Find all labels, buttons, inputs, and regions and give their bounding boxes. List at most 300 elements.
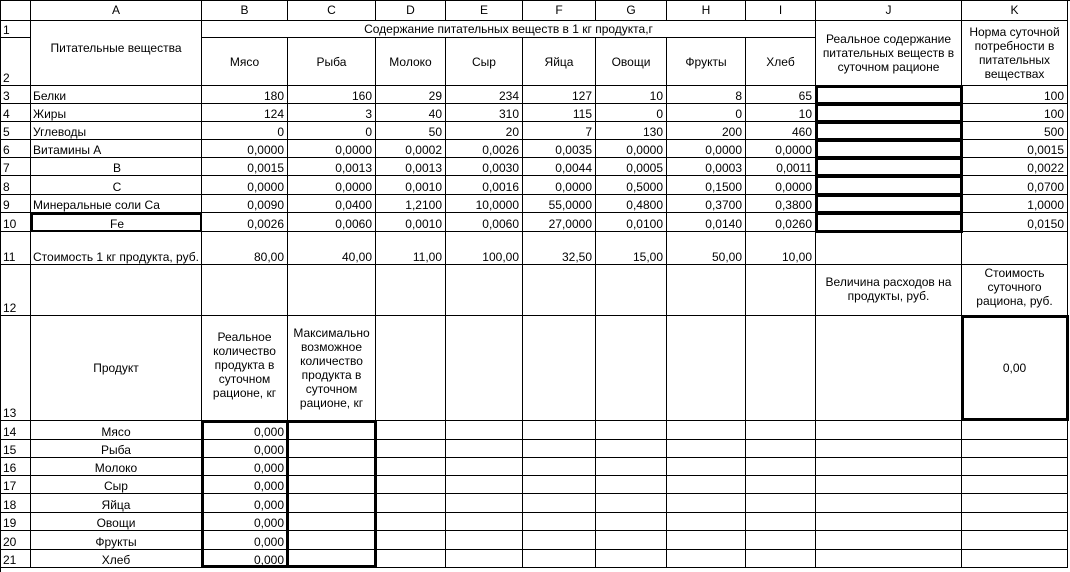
cell-row12-col7[interactable] [596, 265, 667, 316]
product-header-2[interactable] [376, 38, 446, 86]
nutrient-name-2[interactable] [31, 122, 202, 140]
product-name-3[interactable] [31, 476, 202, 494]
nutrient-value-2-3-text: 20 [505, 125, 519, 139]
row-header-12-text: 12 [3, 301, 17, 315]
real-content-header-text: Реальное содержание питательных веществ в суточном рационе [822, 32, 955, 74]
cell-row12-col6[interactable] [523, 265, 596, 316]
real-content-cell-0[interactable] [816, 86, 962, 104]
cell-row21-col3[interactable] [288, 550, 376, 568]
nutrient-value-4-5-text: 0,0005 [626, 161, 663, 175]
cell-row13-col9[interactable] [746, 316, 816, 421]
product-qty-6[interactable] [202, 531, 288, 550]
cell-row17-col7[interactable] [596, 476, 667, 494]
cell-row18-col9[interactable] [746, 494, 816, 513]
cell-row12-col9[interactable] [746, 265, 816, 316]
cell-row12-col4[interactable] [376, 265, 446, 316]
nutrient-value-7-4[interactable] [523, 213, 596, 232]
norm-value-0-text: 100 [1043, 89, 1064, 103]
row-header-14[interactable] [0, 421, 31, 440]
nutrient-value-0-0[interactable] [202, 86, 288, 104]
cost-value-1[interactable] [288, 232, 376, 265]
nutrient-value-3-5[interactable] [596, 140, 667, 158]
column-header-H-text: H [701, 3, 711, 17]
column-header-corner[interactable] [0, 0, 31, 21]
row-header-14-text: 14 [3, 425, 17, 439]
nutrient-name-1[interactable] [31, 104, 202, 122]
cell-row20-col3[interactable] [288, 531, 376, 550]
nutrient-value-3-2-text: 0,0002 [405, 143, 442, 157]
nutrient-value-1-7[interactable] [746, 104, 816, 122]
cell-row15-col5[interactable] [446, 440, 523, 458]
product-header-7[interactable] [746, 38, 816, 86]
cell-row14-col7[interactable] [596, 421, 667, 440]
cell-row19-col3[interactable] [288, 513, 376, 531]
row-header-2-text: 2 [3, 71, 10, 85]
nutrient-value-3-0[interactable] [202, 140, 288, 158]
nutrient-value-6-6[interactable] [667, 195, 746, 213]
row-header-19[interactable] [0, 513, 31, 531]
cell-row17-col5[interactable] [446, 476, 523, 494]
cell-row17-col10[interactable] [816, 476, 962, 494]
cell-row19-col10[interactable] [816, 513, 962, 531]
nutrient-name-0[interactable] [31, 86, 202, 104]
cell-row20-col8[interactable] [667, 531, 746, 550]
nutrient-value-5-3-text: 0,0016 [482, 180, 519, 194]
norm-header[interactable] [962, 21, 1068, 86]
nutrient-value-2-5[interactable] [596, 122, 667, 140]
product-qty-0[interactable] [202, 421, 288, 440]
nutrient-value-5-2[interactable] [376, 176, 446, 195]
nutrient-value-4-6[interactable] [667, 158, 746, 176]
cell-row21-col5[interactable] [446, 550, 523, 568]
cell-row17-col9[interactable] [746, 476, 816, 494]
norm-value-0[interactable] [962, 86, 1068, 104]
norm-value-2[interactable] [962, 122, 1068, 140]
nutrient-value-6-4[interactable] [523, 195, 596, 213]
cell-row16-col3[interactable] [288, 458, 376, 476]
daily-cost-value[interactable] [962, 316, 1068, 421]
nutrient-value-4-7[interactable] [746, 158, 816, 176]
product-name-0[interactable] [31, 421, 202, 440]
column-header-I[interactable] [746, 0, 816, 21]
real-content-cell-3[interactable] [816, 140, 962, 158]
nutrient-value-3-4[interactable] [523, 140, 596, 158]
cell-row17-col3[interactable] [288, 476, 376, 494]
cell-row16-col4[interactable] [376, 458, 446, 476]
cell-row14-col6[interactable] [523, 421, 596, 440]
row-header-7[interactable] [0, 158, 31, 176]
row-header-4[interactable] [0, 104, 31, 122]
row-header-21-text: 21 [3, 553, 17, 567]
nutrient-value-6-3[interactable] [446, 195, 523, 213]
product-header-6-text: Фрукты [685, 54, 727, 69]
row-header-17-text: 17 [3, 479, 17, 493]
max-qty-header[interactable] [288, 316, 376, 421]
nutrient-value-5-7-text: 0,0000 [775, 180, 812, 194]
cell-row18-col7[interactable] [596, 494, 667, 513]
row-header-13[interactable] [0, 316, 31, 421]
cell-row16-col7[interactable] [596, 458, 667, 476]
cell-row15-col7[interactable] [596, 440, 667, 458]
cost-value-4[interactable] [523, 232, 596, 265]
nutrient-value-2-7[interactable] [746, 122, 816, 140]
nutrient-value-4-1[interactable] [288, 158, 376, 176]
nutrient-value-5-6[interactable] [667, 176, 746, 195]
cell-row18-col11[interactable] [962, 494, 1068, 513]
row-header-12[interactable] [0, 265, 31, 316]
cell-row16-col9[interactable] [746, 458, 816, 476]
row-header-10-text: 10 [3, 217, 17, 231]
cell-row21-col9[interactable] [746, 550, 816, 568]
column-header-F-text: F [555, 3, 563, 17]
nutrient-name-4[interactable] [31, 158, 202, 176]
cell-row19-col6[interactable] [523, 513, 596, 531]
nutrient-name-7[interactable] [31, 213, 202, 232]
cell-row17-col4[interactable] [376, 476, 446, 494]
product-header-6[interactable] [667, 38, 746, 86]
column-header-G[interactable] [596, 0, 667, 21]
cost-label[interactable] [31, 232, 202, 265]
nutrient-value-7-5[interactable] [596, 213, 667, 232]
nutrient-value-3-2[interactable] [376, 140, 446, 158]
column-header-E[interactable] [446, 0, 523, 21]
norm-value-1[interactable] [962, 104, 1068, 122]
real-qty-header[interactable] [202, 316, 288, 421]
real-content-cell-6[interactable] [816, 195, 962, 213]
nutrient-value-3-3[interactable] [446, 140, 523, 158]
cell-row18-col6[interactable] [523, 494, 596, 513]
cell-row16-col10[interactable] [816, 458, 962, 476]
product-name-6-text: Фрукты [95, 535, 137, 549]
nutrient-value-0-3[interactable] [446, 86, 523, 104]
nutrient-value-1-1[interactable] [288, 104, 376, 122]
real-content-cell-4[interactable] [816, 158, 962, 176]
expenses-label[interactable] [816, 265, 962, 316]
column-header-A[interactable] [31, 0, 202, 21]
cell-row18-col8[interactable] [667, 494, 746, 513]
cost-value-0[interactable] [202, 232, 288, 265]
row-header-20-text: 20 [3, 535, 17, 549]
cell-row14-col4[interactable] [376, 421, 446, 440]
nutrient-value-3-1[interactable] [288, 140, 376, 158]
nutrient-value-2-1[interactable] [288, 122, 376, 140]
product-name-7[interactable] [31, 550, 202, 568]
nutrient-value-0-7-text: 65 [798, 89, 812, 103]
nutrient-value-0-2-text: 29 [428, 89, 442, 103]
real-content-header[interactable] [816, 21, 962, 86]
product-name-4[interactable] [31, 494, 202, 513]
row-header-2[interactable] [0, 38, 31, 86]
norm-value-6[interactable] [962, 195, 1068, 213]
cell-row13-col7[interactable] [596, 316, 667, 421]
cell-row17-col11[interactable] [962, 476, 1068, 494]
nutrient-value-2-0[interactable] [202, 122, 288, 140]
nutrient-value-3-6[interactable] [667, 140, 746, 158]
cell-row17-col8[interactable] [667, 476, 746, 494]
nutrient-value-2-6[interactable] [667, 122, 746, 140]
nutrient-name-6-text: Минеральные соли Са [33, 198, 160, 212]
cell-row13-col10[interactable] [816, 316, 962, 421]
cell-row13-col5[interactable] [446, 316, 523, 421]
row-header-5-text: 5 [3, 125, 10, 139]
product-qty-3[interactable] [202, 476, 288, 494]
nutrient-value-2-6-text: 200 [721, 125, 742, 139]
nutrient-value-4-0[interactable] [202, 158, 288, 176]
cost-value-3[interactable] [446, 232, 523, 265]
cost-value-5[interactable] [596, 232, 667, 265]
cost-value-5-text: 15,00 [632, 250, 663, 264]
cell-row13-col6[interactable] [523, 316, 596, 421]
column-header-B[interactable] [202, 0, 288, 21]
norm-value-3[interactable] [962, 140, 1068, 158]
product-header-7-text: Хлеб [766, 54, 795, 69]
row-header-3[interactable] [0, 86, 31, 104]
cell-row19-col8[interactable] [667, 513, 746, 531]
nutrient-value-1-4[interactable] [523, 104, 596, 122]
nutrient-value-5-3[interactable] [446, 176, 523, 195]
cell-row18-col10[interactable] [816, 494, 962, 513]
column-header-C[interactable] [288, 0, 376, 21]
product-name-5[interactable] [31, 513, 202, 531]
nutrients-title[interactable] [31, 21, 202, 86]
cell-row16-col5[interactable] [446, 458, 523, 476]
nutrient-value-1-3[interactable] [446, 104, 523, 122]
column-header-K[interactable] [962, 0, 1068, 21]
row-header-17[interactable] [0, 476, 31, 494]
nutrient-value-1-2[interactable] [376, 104, 446, 122]
row-header-8[interactable] [0, 176, 31, 195]
nutrient-value-4-4[interactable] [523, 158, 596, 176]
cost-value-7[interactable] [746, 232, 816, 265]
cell-row15-col4[interactable] [376, 440, 446, 458]
product-header-3[interactable] [446, 38, 523, 86]
product-name-1[interactable] [31, 440, 202, 458]
nutrient-value-5-5[interactable] [596, 176, 667, 195]
cell-row14-col5[interactable] [446, 421, 523, 440]
cell-row13-col4[interactable] [376, 316, 446, 421]
product-qty-2[interactable] [202, 458, 288, 476]
row-header-9[interactable] [0, 195, 31, 213]
nutrient-value-1-6[interactable] [667, 104, 746, 122]
cell-row21-col4[interactable] [376, 550, 446, 568]
nutrient-value-1-0[interactable] [202, 104, 288, 122]
row-header-11-text: 11 [3, 250, 16, 264]
nutrient-name-5-text: С [112, 180, 122, 194]
cell-K11[interactable] [962, 232, 1068, 265]
product-header-5[interactable] [596, 38, 667, 86]
cost-value-2-text: 11,00 [412, 250, 442, 264]
cell-row19-col4[interactable] [376, 513, 446, 531]
column-header-J[interactable] [816, 0, 962, 21]
norm-value-5-text: 0,0700 [1027, 180, 1064, 194]
nutrient-value-0-1[interactable] [288, 86, 376, 104]
cell-row20-col11[interactable] [962, 531, 1068, 550]
cell-J11[interactable] [816, 232, 962, 265]
nutrient-value-2-2[interactable] [376, 122, 446, 140]
norm-value-3-text: 0,0015 [1027, 143, 1064, 157]
nutrient-value-7-1[interactable] [288, 213, 376, 232]
nutrient-value-4-2[interactable] [376, 158, 446, 176]
cell-row21-col6[interactable] [523, 550, 596, 568]
product-header-0[interactable] [202, 38, 288, 86]
cell-row16-col6[interactable] [523, 458, 596, 476]
real-content-cell-7[interactable] [816, 213, 962, 232]
cell-row18-col5[interactable] [446, 494, 523, 513]
row-header-1-text: 1 [3, 23, 10, 37]
product-qty-7-text: 0,000 [253, 553, 284, 567]
product-header-4[interactable] [523, 38, 596, 86]
cell-row14-col11[interactable] [962, 421, 1068, 440]
column-header-J-text: J [885, 3, 892, 17]
nutrient-name-6[interactable] [31, 195, 202, 213]
nutrient-value-7-7[interactable] [746, 213, 816, 232]
product-qty-1[interactable] [202, 440, 288, 458]
cell-row19-col7[interactable] [596, 513, 667, 531]
cell-row14-col10[interactable] [816, 421, 962, 440]
cell-row15-col6[interactable] [523, 440, 596, 458]
product-qty-5[interactable] [202, 513, 288, 531]
nutrient-value-2-3[interactable] [446, 122, 523, 140]
cell-row12-col1[interactable] [31, 265, 202, 316]
nutrient-value-6-1[interactable] [288, 195, 376, 213]
nutrient-value-7-0[interactable] [202, 213, 288, 232]
content-title[interactable] [202, 21, 816, 38]
cell-row15-col11[interactable] [962, 440, 1068, 458]
nutrient-value-1-5-text: 0 [656, 107, 663, 121]
cell-row18-col3[interactable] [288, 494, 376, 513]
nutrient-value-1-5[interactable] [596, 104, 667, 122]
nutrient-value-6-0[interactable] [202, 195, 288, 213]
product-header-1[interactable] [288, 38, 376, 86]
nutrient-value-6-7[interactable] [746, 195, 816, 213]
real-content-cell-2[interactable] [816, 122, 962, 140]
real-content-cell-1[interactable] [816, 104, 962, 122]
cell-row12-col2[interactable] [202, 265, 288, 316]
nutrient-value-6-5[interactable] [596, 195, 667, 213]
norm-value-4[interactable] [962, 158, 1068, 176]
cell-row16-col8[interactable] [667, 458, 746, 476]
nutrient-value-4-5[interactable] [596, 158, 667, 176]
cell-row21-col11[interactable] [962, 550, 1068, 568]
nutrient-value-7-1-text: 0,0060 [335, 217, 372, 231]
nutrient-name-5[interactable] [31, 176, 202, 195]
product-qty-4[interactable] [202, 494, 288, 513]
column-header-D[interactable] [376, 0, 446, 21]
product-qty-7[interactable] [202, 550, 288, 568]
row-header-1[interactable] [0, 21, 31, 38]
cell-row12-col5[interactable] [446, 265, 523, 316]
cell-row15-col3[interactable] [288, 440, 376, 458]
row-header-20[interactable] [0, 531, 31, 550]
cell-row19-col11[interactable] [962, 513, 1068, 531]
row-header-11[interactable] [0, 232, 31, 265]
row-header-18[interactable] [0, 494, 31, 513]
cell-row21-col10[interactable] [816, 550, 962, 568]
cell-row18-col4[interactable] [376, 494, 446, 513]
nutrient-value-6-2[interactable] [376, 195, 446, 213]
nutrient-value-5-4[interactable] [523, 176, 596, 195]
cell-row12-col3[interactable] [288, 265, 376, 316]
product-header[interactable] [31, 316, 202, 421]
real-content-cell-5[interactable] [816, 176, 962, 195]
content-title-text: Содержание питательных веществ в 1 кг продукта,г [364, 22, 653, 36]
row-header-15-text: 15 [3, 443, 17, 457]
nutrient-value-0-2[interactable] [376, 86, 446, 104]
nutrient-value-7-2[interactable] [376, 213, 446, 232]
row-header-6[interactable] [0, 140, 31, 158]
cell-row14-col8[interactable] [667, 421, 746, 440]
cell-row15-col10[interactable] [816, 440, 962, 458]
nutrient-value-0-6[interactable] [667, 86, 746, 104]
row-header-16-text: 16 [3, 461, 17, 475]
cell-row21-col8[interactable] [667, 550, 746, 568]
nutrient-value-4-3[interactable] [446, 158, 523, 176]
nutrient-value-7-6[interactable] [667, 213, 746, 232]
cell-row13-col8[interactable] [667, 316, 746, 421]
cell-row20-col10[interactable] [816, 531, 962, 550]
norm-value-6-text: 1,0000 [1027, 198, 1064, 212]
cell-row20-col4[interactable] [376, 531, 446, 550]
product-name-6[interactable] [31, 531, 202, 550]
column-header-C-text: C [327, 3, 336, 17]
cell-row14-col9[interactable] [746, 421, 816, 440]
product-name-2[interactable] [31, 458, 202, 476]
product-name-0-text: Мясо [101, 425, 131, 439]
row-header-8-text: 8 [3, 180, 10, 194]
nutrient-value-0-7[interactable] [746, 86, 816, 104]
column-header-F[interactable] [523, 0, 596, 21]
cell-row15-col8[interactable] [667, 440, 746, 458]
norm-value-5[interactable] [962, 176, 1068, 195]
cell-row12-col8[interactable] [667, 265, 746, 316]
cell-row19-col5[interactable] [446, 513, 523, 531]
cell-row16-col11[interactable] [962, 458, 1068, 476]
nutrient-value-4-0-text: 0,0015 [247, 161, 284, 175]
cost-value-6[interactable] [667, 232, 746, 265]
nutrient-value-3-7[interactable] [746, 140, 816, 158]
cell-row19-col9[interactable] [746, 513, 816, 531]
nutrient-name-2-text: Углеводы [33, 125, 87, 139]
row-header-21[interactable] [0, 550, 31, 568]
norm-value-1-text: 100 [1043, 107, 1064, 121]
cell-row20-col9[interactable] [746, 531, 816, 550]
cell-row20-col5[interactable] [446, 531, 523, 550]
norm-value-7[interactable] [962, 213, 1068, 232]
cost-value-2[interactable] [376, 232, 446, 265]
row-header-16[interactable] [0, 458, 31, 476]
row-header-10[interactable] [0, 213, 31, 232]
nutrient-value-5-0[interactable] [202, 176, 288, 195]
nutrient-value-0-5[interactable] [596, 86, 667, 104]
nutrient-value-5-7[interactable] [746, 176, 816, 195]
nutrient-value-7-3[interactable] [446, 213, 523, 232]
cell-row15-col9[interactable] [746, 440, 816, 458]
cell-row20-col6[interactable] [523, 531, 596, 550]
nutrient-value-0-4[interactable] [523, 86, 596, 104]
nutrient-value-2-4[interactable] [523, 122, 596, 140]
nutrient-value-5-1[interactable] [288, 176, 376, 195]
row-header-15[interactable] [0, 440, 31, 458]
row-header-5[interactable] [0, 122, 31, 140]
cell-row17-col6[interactable] [523, 476, 596, 494]
daily-cost-label[interactable] [962, 265, 1068, 316]
column-header-H[interactable] [667, 0, 746, 21]
cell-row14-col3[interactable] [288, 421, 376, 440]
nutrient-name-3[interactable] [31, 140, 202, 158]
cell-row21-col7[interactable] [596, 550, 667, 568]
nutrient-value-7-0-text: 0,0026 [247, 217, 284, 231]
cell-row20-col7[interactable] [596, 531, 667, 550]
